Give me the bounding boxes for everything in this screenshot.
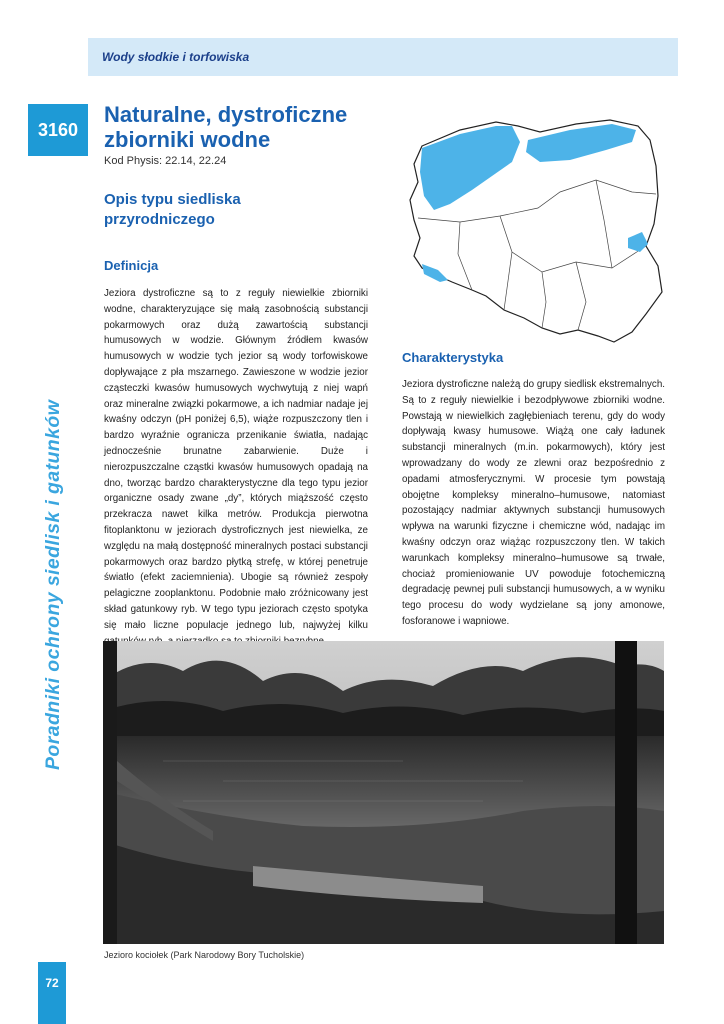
- section-band: [88, 38, 678, 76]
- charakterystyka-heading: Charakterystyka: [402, 350, 504, 365]
- habitat-code-badge: 3160: [28, 104, 88, 156]
- photo-caption: Jezioro kociołek (Park Narodowy Bory Tucholskie): [104, 950, 305, 960]
- page-number: 72: [45, 976, 59, 990]
- physis-code: Kod Physis: 22.14, 22.24: [104, 155, 227, 167]
- definicja-text: Jeziora dystroficzne są to z reguły niewielkie zbiorniki wodne, charakteryzujące się małą zasobnością substancji pokarmowych oraz dużą zawartością substancji humusowych w wodzie. Głównym źródłem kwasów humusowych w wodzie tych jezior są wody torfowiskowe dopływające z pła mszarnego. Zawieszone w wodzie jezior cząsteczki kwasów humusowych wychwytują z niej wapń oraz mineralne związki pokarmowe, a ich nadmiar nadaje jej kwaśny odczyn (pH poniżej 6,5), wiąże rozpuszczony tlen i bardzo wyraźnie ogranicza przenikanie światła, nadając jednocześnie brunatne zabarwienie. Duże i nierozpuszczalne cząstki kwasów humusowych opadają na dno, tworząc bardzo charakterystyczne dla tego typu jezior organiczne osady zwane „dy”, których miąższość często przekracza nawet kilka metrów. Produkcja pierwotna fitoplanktonu w jeziorach dystroficznych jest niewielka, ze względu na małą dostępność mineralnych postaci substancji pokarmowych oraz bardzo płytką strefę, w której penetruje światło (efekt zaciemnienia). Ubogie są również zespoły pelagiczne zooplanktonu. Podobnie mało zróżnicowany jest skład gatunkowy ryb. W tego typu jeziorach często spotyka się mało liczne populacje jednego lub, najwyżej kilku: [104, 288, 368, 631]
- page-number-box: [38, 962, 66, 1024]
- section-label: Wody słodkie i torfowiska: [102, 50, 250, 64]
- poland-distribution-map: [400, 96, 670, 346]
- charakterystyka-text: Jeziora dystroficzne należą do grupy siedlisk ekstremalnych. Są to z reguły niewielkie i bezodpływowe zbiorniki wodne. Powstają w niewielkich zagłębieniach terenu, gdy do wody dopływają kwasy humusowe. Wiążą one cały ładunek substancji mineralnych (m.in. pokarmowych), który jest wprowadzany do wody ze zlewni oraz bezpośrednio z opadami atmosferycznymi. W procesie tym powstają obojętne kompleksy mineralno–humusowe, natomiast pozostający nadmiar aktywnych substancji humusowych wpływa na warunki fizyczne i chemiczne wód, nadając im kwaśny odczyn oraz wiążąc rozpuszczony tlen. W takich warunkach kompleksy mineralno–humusowe są trwałe, chociaż promieniowanie UV powoduje fotochemiczną degradację pewnej puli substancji humusowych, a w wyniku tego procesu do wody wydzielane są jony amonowe, fosforanowe i wapniowe.: [402, 379, 665, 627]
- side-series-title: Poradniki ochrony siedlisk i gatunków: [42, 399, 64, 770]
- definicja-heading: Definicja: [104, 258, 159, 273]
- lake-photo: [103, 641, 664, 944]
- section-subheading: Opis typu siedliska przyrodniczego: [104, 191, 241, 228]
- page-title: Naturalne, dystroficzne zbiorniki wodne: [104, 102, 348, 152]
